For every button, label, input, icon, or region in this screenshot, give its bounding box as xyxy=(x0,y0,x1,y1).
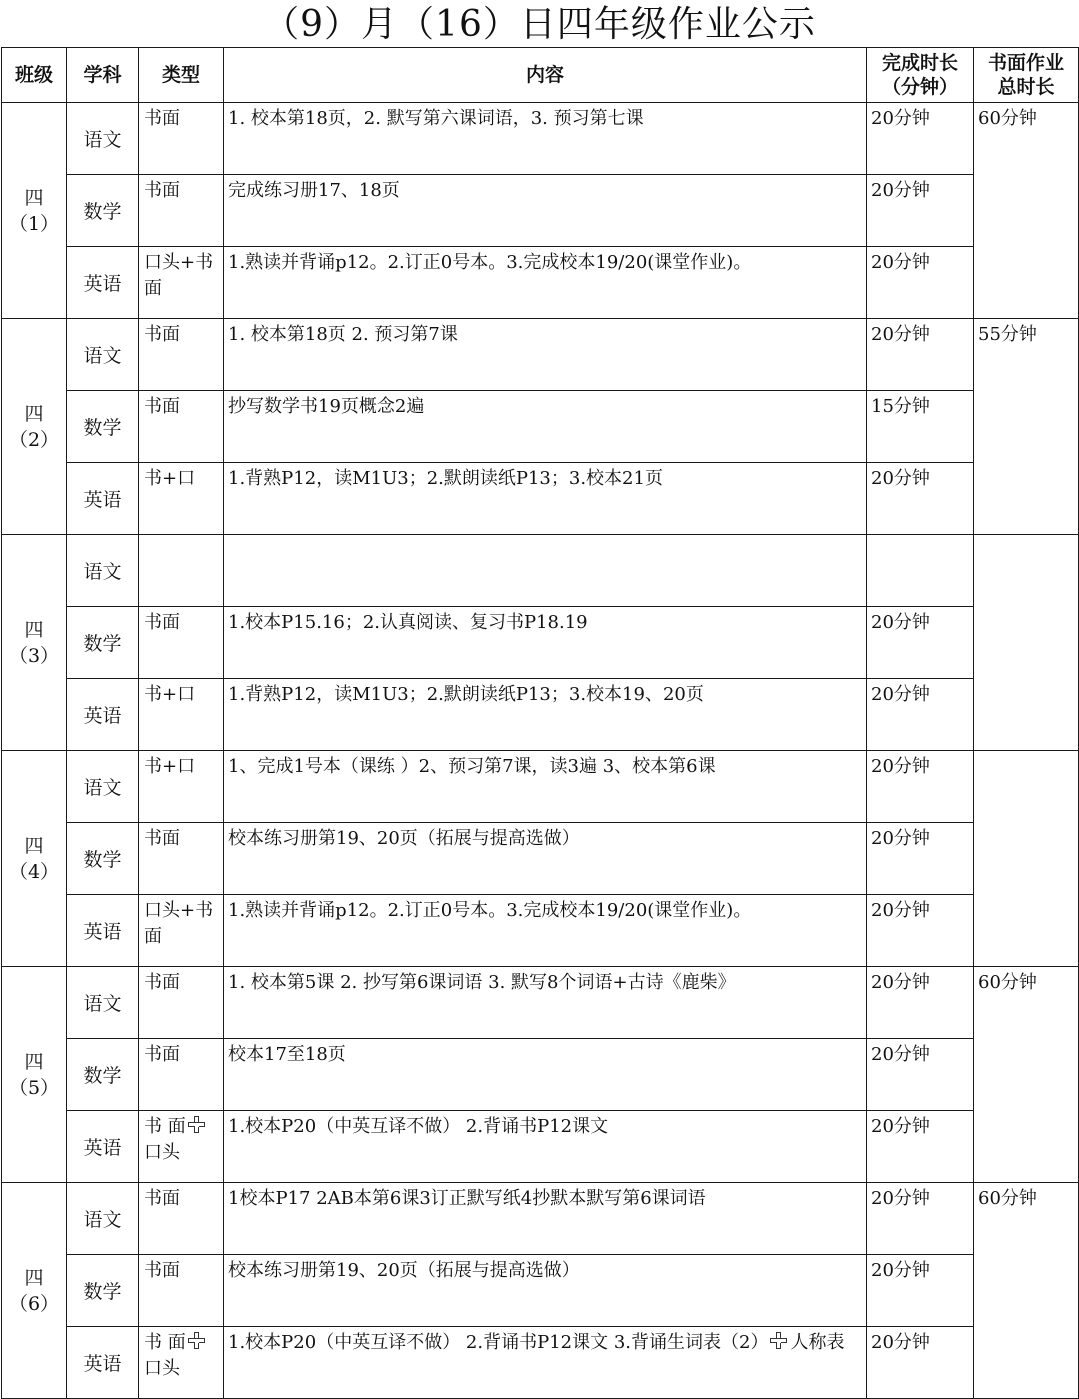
time-cell: 20分钟 xyxy=(867,679,974,751)
subject-cell: 语文 xyxy=(67,967,139,1039)
header-content: 内容 xyxy=(224,48,867,103)
content-cell xyxy=(224,535,867,607)
homework-table xyxy=(1,47,1079,1399)
plus-icon xyxy=(770,1332,788,1350)
class-number: （5） xyxy=(8,1076,60,1099)
subject-cell: 英语 xyxy=(67,463,139,535)
total-cell: 60分钟 xyxy=(974,103,1079,319)
page-title: （9）月（16）日四年级作业公示 xyxy=(263,4,816,45)
type-cell: 书面 xyxy=(139,175,224,247)
content-part-a: 1.校本P20（中英互译不做） 2.背诵书P12课文 3.背诵生词表（2） xyxy=(228,1332,769,1353)
table-row xyxy=(2,895,1079,967)
header-total-line2: 总时长 xyxy=(997,76,1055,98)
time-cell: 15分钟 xyxy=(867,391,974,463)
table-row xyxy=(2,1111,1079,1183)
class-grade: 四 xyxy=(24,834,44,857)
subject-cell: 数学 xyxy=(67,607,139,679)
time-cell: 20分钟 xyxy=(867,319,974,391)
time-cell: 20分钟 xyxy=(867,1327,974,1399)
class-grade: 四 xyxy=(24,1050,44,1073)
plus-icon xyxy=(188,1332,206,1350)
table-row xyxy=(2,391,1079,463)
subject-cell: 英语 xyxy=(67,247,139,319)
header-total-line1: 书面作业 xyxy=(987,52,1064,74)
type-cell xyxy=(139,1111,224,1183)
total-cell xyxy=(974,751,1079,967)
table-row xyxy=(2,1327,1079,1399)
time-cell: 20分钟 xyxy=(867,247,974,319)
time-cell: 20分钟 xyxy=(867,967,974,1039)
content-cell: 抄写数学书19页概念2遍 xyxy=(224,391,867,463)
class-grade: 四 xyxy=(24,1266,44,1289)
time-cell: 20分钟 xyxy=(867,607,974,679)
subject-cell: 语文 xyxy=(67,1183,139,1255)
subject-cell: 数学 xyxy=(67,391,139,463)
subject-cell: 数学 xyxy=(67,1039,139,1111)
header-time-line2: （分钟） xyxy=(881,76,958,98)
content-cell: 1. 校本第5课 2. 抄写第6课词语 3. 默写8个词语+古诗《鹿柴》 xyxy=(224,967,867,1039)
content-cell: 1校本P17 2AB本第6课3订正默写纸4抄默本默写第6课词语 xyxy=(224,1183,867,1255)
class-grade: 四 xyxy=(24,618,44,641)
type-cell: 书面 xyxy=(139,607,224,679)
header-total xyxy=(974,48,1079,103)
subject-cell: 数学 xyxy=(67,175,139,247)
header-time-line1: 完成时长 xyxy=(881,52,958,74)
subject-cell: 英语 xyxy=(67,895,139,967)
table-row xyxy=(2,1039,1079,1111)
subject-cell: 语文 xyxy=(67,751,139,823)
subject-cell: 数学 xyxy=(67,1255,139,1327)
header-time xyxy=(867,48,974,103)
content-cell: 1.熟读并背诵p12。2.订正0号本。3.完成校本19/20(课堂作业)。 xyxy=(224,247,867,319)
class-cell xyxy=(2,103,67,319)
class-cell xyxy=(2,319,67,535)
class-cell xyxy=(2,751,67,967)
content-part-b: 人称表 xyxy=(790,1332,845,1353)
subject-cell: 语文 xyxy=(67,535,139,607)
class-cell xyxy=(2,1183,67,1399)
table-row xyxy=(2,1183,1079,1255)
type-cell: 书+口 xyxy=(139,751,224,823)
content-cell: 1.背熟P12，读M1U3；2.默朗读纸P13；3.校本19、20页 xyxy=(224,679,867,751)
type-cell: 书面 xyxy=(139,103,224,175)
table-row xyxy=(2,463,1079,535)
time-cell: 20分钟 xyxy=(867,823,974,895)
header-type: 类型 xyxy=(139,48,224,103)
subject-cell: 英语 xyxy=(67,1327,139,1399)
table-row xyxy=(2,319,1079,391)
table-row xyxy=(2,823,1079,895)
subject-cell: 英语 xyxy=(67,1111,139,1183)
type-cell: 书+口 xyxy=(139,679,224,751)
content-cell: 1.背熟P12，读M1U3；2.默朗读纸P13；3.校本21页 xyxy=(224,463,867,535)
class-number: （4） xyxy=(8,860,60,883)
class-grade: 四 xyxy=(24,186,44,209)
class-cell xyxy=(2,535,67,751)
type-cell: 书面 xyxy=(139,1039,224,1111)
content-cell: 1.校本P15.16；2.认真阅读、复习书P18.19 xyxy=(224,607,867,679)
class-grade: 四 xyxy=(24,402,44,425)
content-cell: 1.熟读并背诵p12。2.订正0号本。3.完成校本19/20(课堂作业)。 xyxy=(224,895,867,967)
type-cell: 书+口 xyxy=(139,463,224,535)
table-row xyxy=(2,535,1079,607)
subject-cell: 英语 xyxy=(67,679,139,751)
total-cell: 60分钟 xyxy=(974,967,1079,1183)
subject-cell: 语文 xyxy=(67,319,139,391)
content-cell: 1. 校本第18页 2. 预习第7课 xyxy=(224,319,867,391)
header-row xyxy=(2,48,1079,103)
type-part-b: 口头 xyxy=(144,1142,180,1163)
type-cell: 口头+书面 xyxy=(139,895,224,967)
table-row xyxy=(2,103,1079,175)
time-cell: 20分钟 xyxy=(867,463,974,535)
total-cell: 55分钟 xyxy=(974,319,1079,535)
time-cell xyxy=(867,535,974,607)
type-cell xyxy=(139,1327,224,1399)
content-cell: 1. 校本第18页，2. 默写第六课词语，3. 预习第七课 xyxy=(224,103,867,175)
time-cell: 20分钟 xyxy=(867,1183,974,1255)
content-cell: 完成练习册17、18页 xyxy=(224,175,867,247)
content-cell: 校本17至18页 xyxy=(224,1039,867,1111)
class-number: （3） xyxy=(8,644,60,667)
subject-cell: 数学 xyxy=(67,823,139,895)
table-row xyxy=(2,679,1079,751)
content-cell xyxy=(224,1327,867,1399)
total-cell xyxy=(974,535,1079,751)
time-cell: 20分钟 xyxy=(867,1255,974,1327)
table-row xyxy=(2,175,1079,247)
type-cell: 书面 xyxy=(139,823,224,895)
type-cell: 书面 xyxy=(139,391,224,463)
type-part-b: 口头 xyxy=(144,1358,180,1379)
class-cell xyxy=(2,967,67,1183)
type-cell: 书面 xyxy=(139,319,224,391)
class-number: （1） xyxy=(8,212,60,235)
header-subject: 学科 xyxy=(67,48,139,103)
content-cell: 1.校本P20（中英互译不做） 2.背诵书P12课文 xyxy=(224,1111,867,1183)
class-number: （2） xyxy=(8,428,60,451)
table-row xyxy=(2,607,1079,679)
time-cell: 20分钟 xyxy=(867,103,974,175)
time-cell: 20分钟 xyxy=(867,175,974,247)
class-number: （6） xyxy=(8,1292,60,1315)
type-cell xyxy=(139,535,224,607)
table-row xyxy=(2,751,1079,823)
plus-icon xyxy=(188,1116,206,1134)
content-cell: 校本练习册第19、20页（拓展与提高选做） xyxy=(224,1255,867,1327)
time-cell: 20分钟 xyxy=(867,1039,974,1111)
time-cell: 20分钟 xyxy=(867,751,974,823)
header-class: 班级 xyxy=(2,48,67,103)
type-cell: 书面 xyxy=(139,1183,224,1255)
type-part-a: 书 面 xyxy=(144,1332,186,1353)
time-cell: 20分钟 xyxy=(867,895,974,967)
time-cell: 20分钟 xyxy=(867,1111,974,1183)
table-row xyxy=(2,1255,1079,1327)
content-cell: 1、完成1号本（课练 ）2、预习第7课，读3遍 3、校本第6课 xyxy=(224,751,867,823)
content-cell: 校本练习册第19、20页（拓展与提高选做） xyxy=(224,823,867,895)
type-cell: 书面 xyxy=(139,1255,224,1327)
type-cell: 口头+书面 xyxy=(139,247,224,319)
type-part-a: 书 面 xyxy=(144,1116,186,1137)
subject-cell: 语文 xyxy=(67,103,139,175)
table-row xyxy=(2,247,1079,319)
type-cell: 书面 xyxy=(139,967,224,1039)
total-cell: 60分钟 xyxy=(974,1183,1079,1399)
table-row xyxy=(2,967,1079,1039)
